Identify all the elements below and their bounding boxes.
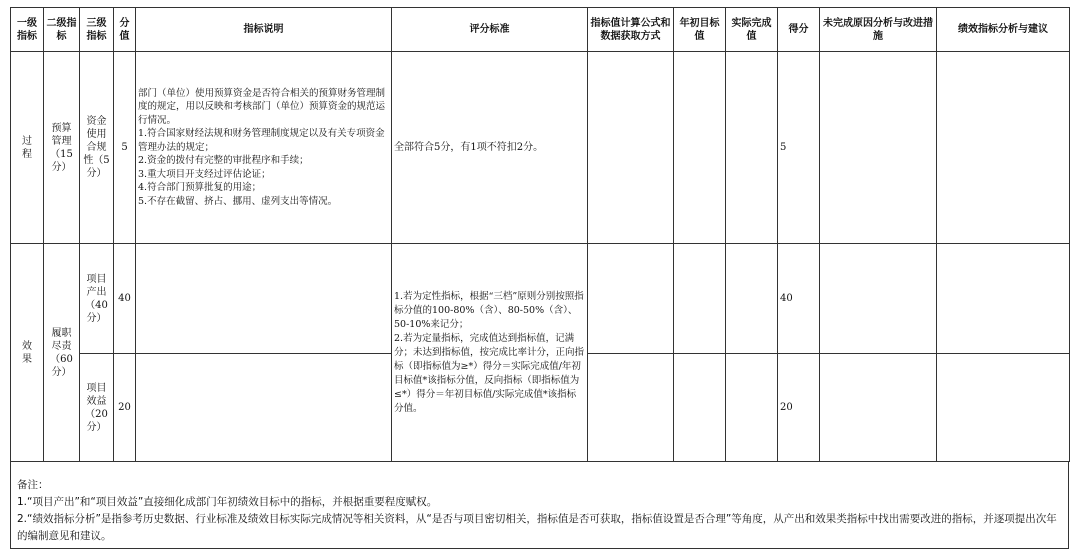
- notes-title: 备注：: [17, 479, 49, 491]
- benefit-target: [674, 354, 726, 462]
- process-criteria: 全部符合5分，有1项不符扣2分。: [392, 52, 588, 244]
- evaluation-table: [10, 7, 1070, 462]
- output-score: 40: [114, 244, 136, 354]
- header-score: 分值: [114, 8, 136, 52]
- process-score: 5: [114, 52, 136, 244]
- effect-level1-cell: [11, 244, 44, 462]
- effect-criteria: 1.若为定性指标，根据“三档”原则分别按照指标分值的100-80%（含）、80-50%（含）、50-10%来记分； 2.若为定量指标，完成值达到指标值，记满分；未达到指标值，按完成比率计分，正向指标（即指标值为≥*）得分＝实际完成值/年初目标值*该指标分值，反向指标（即指标值为≤*）得分＝年初目标值/实际完成值*该指标分值。: [392, 244, 588, 462]
- effect-level2-cell: [44, 244, 80, 462]
- benefit-method: [588, 354, 674, 462]
- process-level2: 预算管理（15分）: [50, 122, 73, 173]
- header-analysis: 绩效指标分析与建议: [937, 8, 1070, 52]
- process-level3-cell: [80, 52, 114, 244]
- benefit-reason: [820, 354, 937, 462]
- header-method: 指标值计算公式和数据获取方式: [588, 8, 674, 52]
- process-actual: [726, 52, 778, 244]
- process-level1-cell: [11, 52, 44, 244]
- header-level3: 三级指标: [80, 8, 114, 52]
- process-level3: 资金使用合规性（5分）: [83, 116, 110, 179]
- header-obtained: 得分: [778, 8, 820, 52]
- output-analysis: [937, 244, 1070, 354]
- header-desc: 指标说明: [136, 8, 392, 52]
- output-obtained: 40: [778, 244, 820, 354]
- output-desc: [136, 244, 392, 354]
- header-actual: 实际完成值: [726, 8, 778, 52]
- table-row-output: [11, 244, 1070, 354]
- process-method: [588, 52, 674, 244]
- output-reason: [820, 244, 937, 354]
- notes-section: [10, 461, 1069, 549]
- process-analysis: [937, 52, 1070, 244]
- process-obtained: 5: [778, 52, 820, 244]
- notes-line-1: 1.“项目产出”和“项目效益”直接细化成部门年初绩效目标中的指标，并根据重要程度赋权。: [17, 496, 438, 508]
- output-level3: 项目产出（40分）: [85, 273, 108, 324]
- output-level3-cell: [80, 244, 114, 354]
- header-target: 年初目标值: [674, 8, 726, 52]
- table-row-process: [11, 52, 1070, 244]
- benefit-obtained: 20: [778, 354, 820, 462]
- effect-level1: 效果: [22, 340, 32, 365]
- process-desc: 部门（单位）使用预算资金是否符合相关的预算财务管理制度的规定，用以反映和考核部门（单位）预算资金的规范运行情况。 1.符合国家财经法规和财务管理制度规定以及有关专项资金管理办法的规定； 2.资金的拨付有完整的审批程序和手续； 3.重大项目开支经过评估论证； 4.符合部门预算批复的用途； 5.不存在截留、挤占、挪用、虚列支出等情况。: [136, 52, 392, 244]
- notes-line-2: 2.“绩效指标分析”是指参考历史数据、行业标准及绩效目标实际完成情况等相关资料，从“是否与项目密切相关，指标值是否可获取，指标值设置是否合理”等角度，从产出和效果类指标中找出需要改进的指标，并逐项提出次年的编制意见和建议。: [17, 513, 1057, 542]
- benefit-actual: [726, 354, 778, 462]
- output-target: [674, 244, 726, 354]
- header-level1: 一级指标: [11, 8, 44, 52]
- header-level2: 二级指标: [44, 8, 80, 52]
- header-row: [11, 8, 1070, 52]
- benefit-level3: 项目效益（20分）: [85, 382, 108, 433]
- process-level1: 过程: [22, 135, 32, 160]
- benefit-level3-cell: [80, 354, 114, 462]
- effect-level2: 履职尽责（60分）: [50, 327, 73, 378]
- benefit-analysis: [937, 354, 1070, 462]
- header-criteria: 评分标准: [392, 8, 588, 52]
- benefit-score: 20: [114, 354, 136, 462]
- process-target: [674, 52, 726, 244]
- process-level2-cell: [44, 52, 80, 244]
- output-actual: [726, 244, 778, 354]
- output-method: [588, 244, 674, 354]
- header-reason: 未完成原因分析与改进措施: [820, 8, 937, 52]
- benefit-desc: [136, 354, 392, 462]
- process-reason: [820, 52, 937, 244]
